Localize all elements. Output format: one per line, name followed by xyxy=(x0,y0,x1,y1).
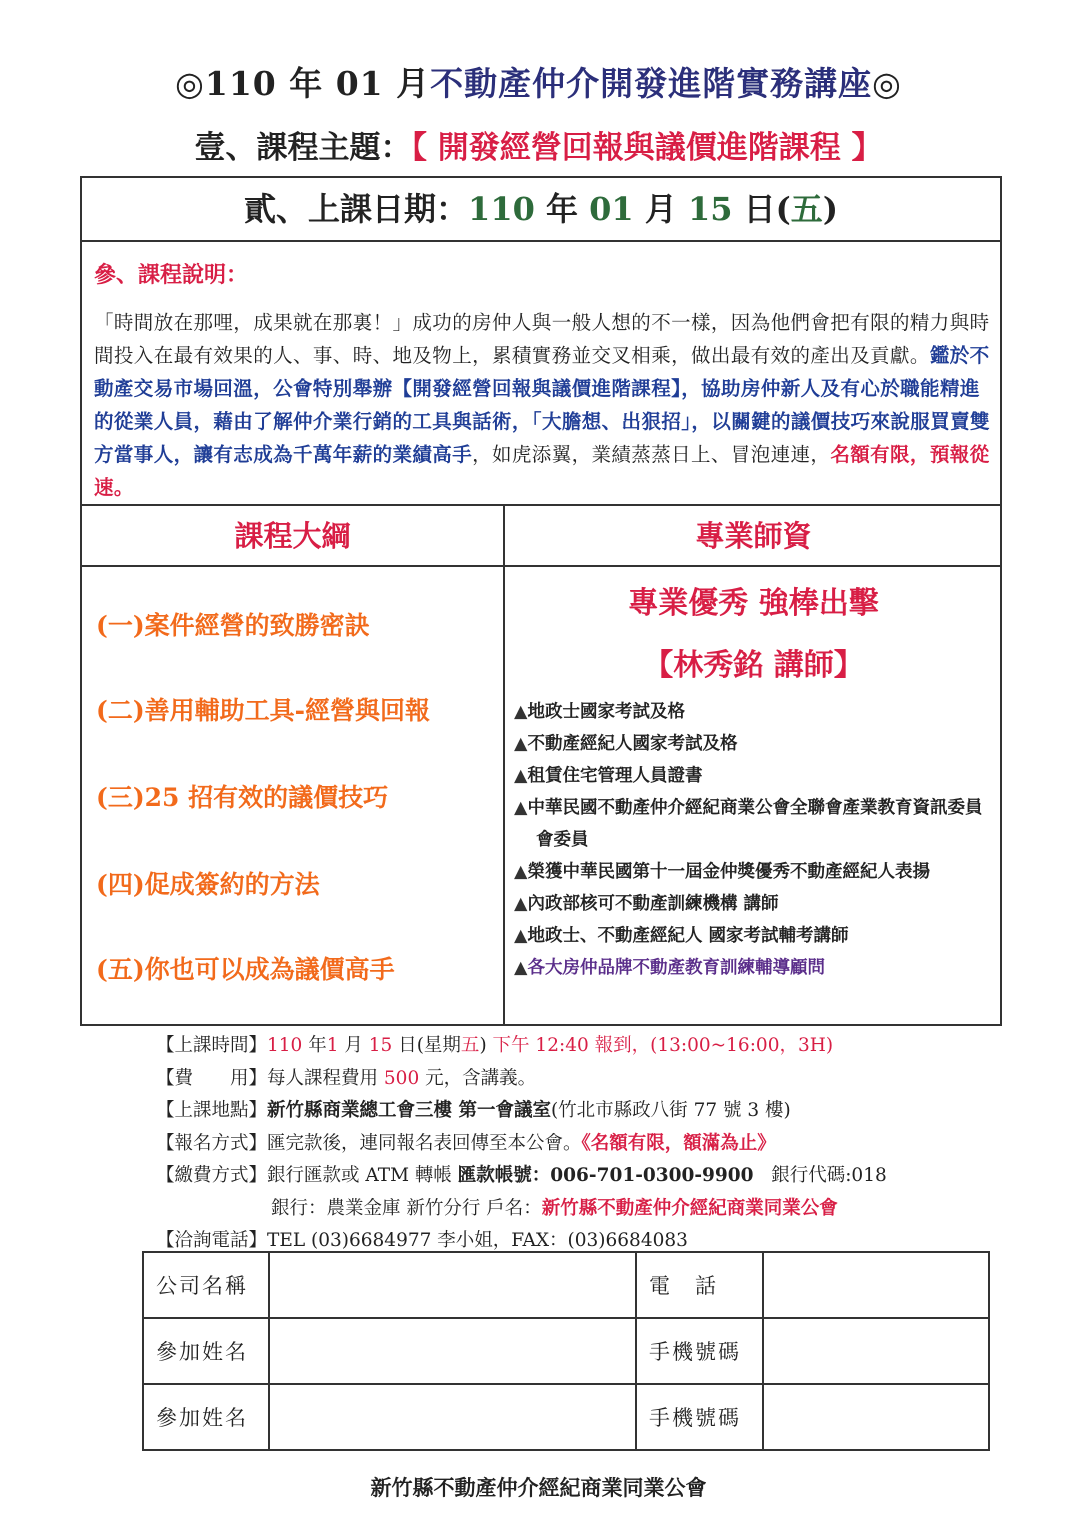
venue-name: 新竹縣商業總工會三樓 第一會議室 xyxy=(267,1100,551,1121)
qualification-text: 各大房仲品牌不動產教育訓練輔導顧問 xyxy=(527,958,825,978)
description-part3: ，如虎添翼，業績蒸蒸日上、冒泡連連， xyxy=(472,443,831,466)
qualification-text: 中華民國不動產仲介經紀商業公會全聯會產業教育資訊委員會委員 xyxy=(527,798,983,850)
organization-footer: 新竹縣不動產仲介經紀商業同業公會 xyxy=(370,1476,707,1500)
venue-label: 【上課地點】 xyxy=(156,1100,268,1121)
class-time-label: 【上課時間】 xyxy=(156,1035,268,1056)
description-text xyxy=(94,306,990,504)
fee-label: 【費 用】 xyxy=(156,1067,268,1089)
date-day-unit: 日( xyxy=(732,190,791,228)
qualification-item xyxy=(514,952,994,984)
subject-open-bracket: 【 xyxy=(411,130,427,166)
qualification-text: 地政士國家考試及格 xyxy=(527,702,685,722)
form-label: 手機號碼 xyxy=(636,1384,763,1450)
form-label: 手機號碼 xyxy=(636,1318,763,1384)
outline-item: (五)你也可以成為議價高手 xyxy=(96,955,395,984)
page-title xyxy=(0,58,1077,105)
class-time-year: 110 xyxy=(267,1035,303,1056)
subject-value: 開發經營回報與議價進階課程 xyxy=(426,130,852,166)
payment-line xyxy=(156,1160,1016,1193)
fee-prefix: 每人課程費用 xyxy=(267,1067,384,1089)
triangle-bullet-icon: ▲ xyxy=(514,734,528,754)
fee-line xyxy=(156,1063,1016,1096)
date-weekday: 五 xyxy=(790,190,823,228)
date-day: 15 xyxy=(687,190,733,228)
form-label: 電 話 xyxy=(636,1252,763,1318)
contact-text: TEL (03)6684977 李小姐，FAX：(03)6684083 xyxy=(267,1230,688,1251)
qualification-text: 榮獲中華民國第十一屆金仲獎優秀不動產經紀人表揚 xyxy=(527,862,930,882)
qualification-text: 地政士、不動產經紀人 國家考試輔考講師 xyxy=(527,926,849,946)
subject-label: 壹、課程主題： xyxy=(194,130,412,166)
qualification-text: 不動產經紀人國家考試及格 xyxy=(527,734,738,754)
course-details xyxy=(156,1030,1016,1258)
qualification-item xyxy=(514,920,994,952)
form-label: 公司名稱 xyxy=(143,1252,269,1318)
course-date-row xyxy=(82,178,1000,242)
instructor-tagline: 專業優秀 強棒出擊 xyxy=(628,586,879,621)
triangle-bullet-icon: ▲ xyxy=(514,958,528,978)
qualification-item xyxy=(514,696,994,728)
form-row xyxy=(143,1384,989,1450)
outline-item: (二)善用輔助工具-經營與回報 xyxy=(96,696,431,725)
signup-label: 【報名方式】 xyxy=(156,1132,268,1154)
form-row xyxy=(143,1252,989,1318)
payment-method: 銀行匯款或 ATM 轉帳 xyxy=(267,1165,458,1186)
bank-account-name: 新竹縣不動產仲介經紀商業同業公會 xyxy=(541,1197,838,1219)
qualification-item xyxy=(514,888,994,920)
payment-account: 匯款帳號：006-701-0300-9900 xyxy=(457,1165,754,1186)
title-main: 不動產仲介開發進階實務講座 xyxy=(430,64,873,103)
class-time-weekday: 五 xyxy=(460,1035,480,1056)
qualification-list xyxy=(514,696,994,984)
fee-amount: 500 xyxy=(383,1067,420,1089)
signup-line xyxy=(156,1128,1016,1161)
date-year-unit: 年 xyxy=(534,190,590,228)
class-time-month: 1 xyxy=(326,1035,339,1056)
signup-note: 《名額有限，額滿為止》 xyxy=(581,1132,776,1154)
class-time-checkin: 下午 12:40 報到，(13:00~16:00，3H) xyxy=(492,1035,834,1056)
description-part2: 鑑於不動產交易市場回溫，公會特別舉辦【開發經營回報與議價進階課程】，協助房仲新人及有心於職能精進的從業人員，藉由了解仲介業行銷的工具與話術，「大膽想、出狠招」，以關鍵的議價技巧來說服買賣雙方當事人，讓有志成為千萬年薪的業績高手 xyxy=(94,344,990,466)
divider xyxy=(82,565,1000,567)
qualification-item xyxy=(514,728,994,760)
signup-text: 匯完款後，連同報名表回傳至本公會。 xyxy=(267,1132,582,1154)
description-part1: 「時間放在那哩，成果就在那裏！」成功的房仲人與一般人想的不一樣，因為他們會把有限的精力與時間投入在最有效果的人、事、時、地及物上，累積實務並交叉相乘，做出最有效的產出及貢獻。 xyxy=(94,311,990,367)
contact-label: 【洽詢電話】 xyxy=(156,1230,268,1251)
description-heading: 參、課程說明： xyxy=(94,262,249,288)
venue-line xyxy=(156,1095,1016,1128)
mobile-field[interactable] xyxy=(763,1384,989,1450)
bank-info: 銀行：農業金庫 新竹分行 戶名： xyxy=(271,1197,542,1219)
class-time-day-unit: 日(星期 xyxy=(392,1035,461,1056)
course-subject xyxy=(0,122,1077,167)
qualification-item xyxy=(514,856,994,888)
mobile-field[interactable] xyxy=(763,1318,989,1384)
subject-close-bracket: 】 xyxy=(851,130,883,166)
qualification-item xyxy=(514,792,994,856)
registration-form xyxy=(142,1251,990,1451)
triangle-bullet-icon: ▲ xyxy=(514,926,528,946)
description-part4: 名額有限，預報從速。 xyxy=(94,443,990,499)
instructor-name: 【林秀銘 講師】 xyxy=(643,648,864,683)
class-time-day: 15 xyxy=(368,1035,393,1056)
triangle-bullet-icon: ▲ xyxy=(514,798,528,818)
form-row xyxy=(143,1318,989,1384)
divider xyxy=(82,504,1000,506)
course-info-box xyxy=(80,176,1002,1026)
date-year: 110 xyxy=(468,190,535,228)
bank-line xyxy=(156,1193,1016,1226)
instructor-heading: 專業師資 xyxy=(695,519,812,553)
class-time-close: ) xyxy=(479,1035,493,1056)
title-suffix: ◎ xyxy=(872,64,902,103)
payment-label: 【繳費方式】 xyxy=(156,1165,268,1186)
company-name-field[interactable] xyxy=(269,1252,636,1318)
triangle-bullet-icon: ▲ xyxy=(514,702,528,722)
fee-suffix: 元，含講義。 xyxy=(419,1067,537,1089)
date-month: 01 xyxy=(589,190,634,228)
triangle-bullet-icon: ▲ xyxy=(514,894,528,914)
triangle-bullet-icon: ▲ xyxy=(514,766,528,786)
class-time-month-unit: 月 xyxy=(338,1035,369,1056)
outline-item: (三)25 招有效的議價技巧 xyxy=(96,783,389,812)
venue-address: (竹北市縣政八街 77 號 3 樓) xyxy=(550,1100,791,1121)
form-label: 參加姓名 xyxy=(143,1384,269,1450)
triangle-bullet-icon: ▲ xyxy=(514,862,528,882)
outline-heading: 課程大綱 xyxy=(234,519,351,553)
phone-field[interactable] xyxy=(763,1252,989,1318)
qualification-text: 租賃住宅管理人員證書 xyxy=(527,766,703,786)
qualification-text: 內政部核可不動產訓練機構 講師 xyxy=(527,894,779,914)
participant-name-field[interactable] xyxy=(269,1384,636,1450)
class-time-year-unit: 年 xyxy=(302,1035,327,1056)
qualification-item xyxy=(514,760,994,792)
payment-bank-code: 銀行代碼:018 xyxy=(753,1165,887,1186)
class-time-line xyxy=(156,1030,1016,1063)
form-label: 參加姓名 xyxy=(143,1318,269,1384)
outline-item: (四)促成簽約的方法 xyxy=(96,870,320,899)
outline-item: (一)案件經營的致勝密訣 xyxy=(96,611,370,640)
date-close: ) xyxy=(822,190,838,228)
date-label: 貳、上課日期： xyxy=(244,190,469,228)
date-month-unit: 月 xyxy=(633,190,688,228)
title-prefix: ◎110 年 01 月 xyxy=(175,64,431,103)
participant-name-field[interactable] xyxy=(269,1318,636,1384)
